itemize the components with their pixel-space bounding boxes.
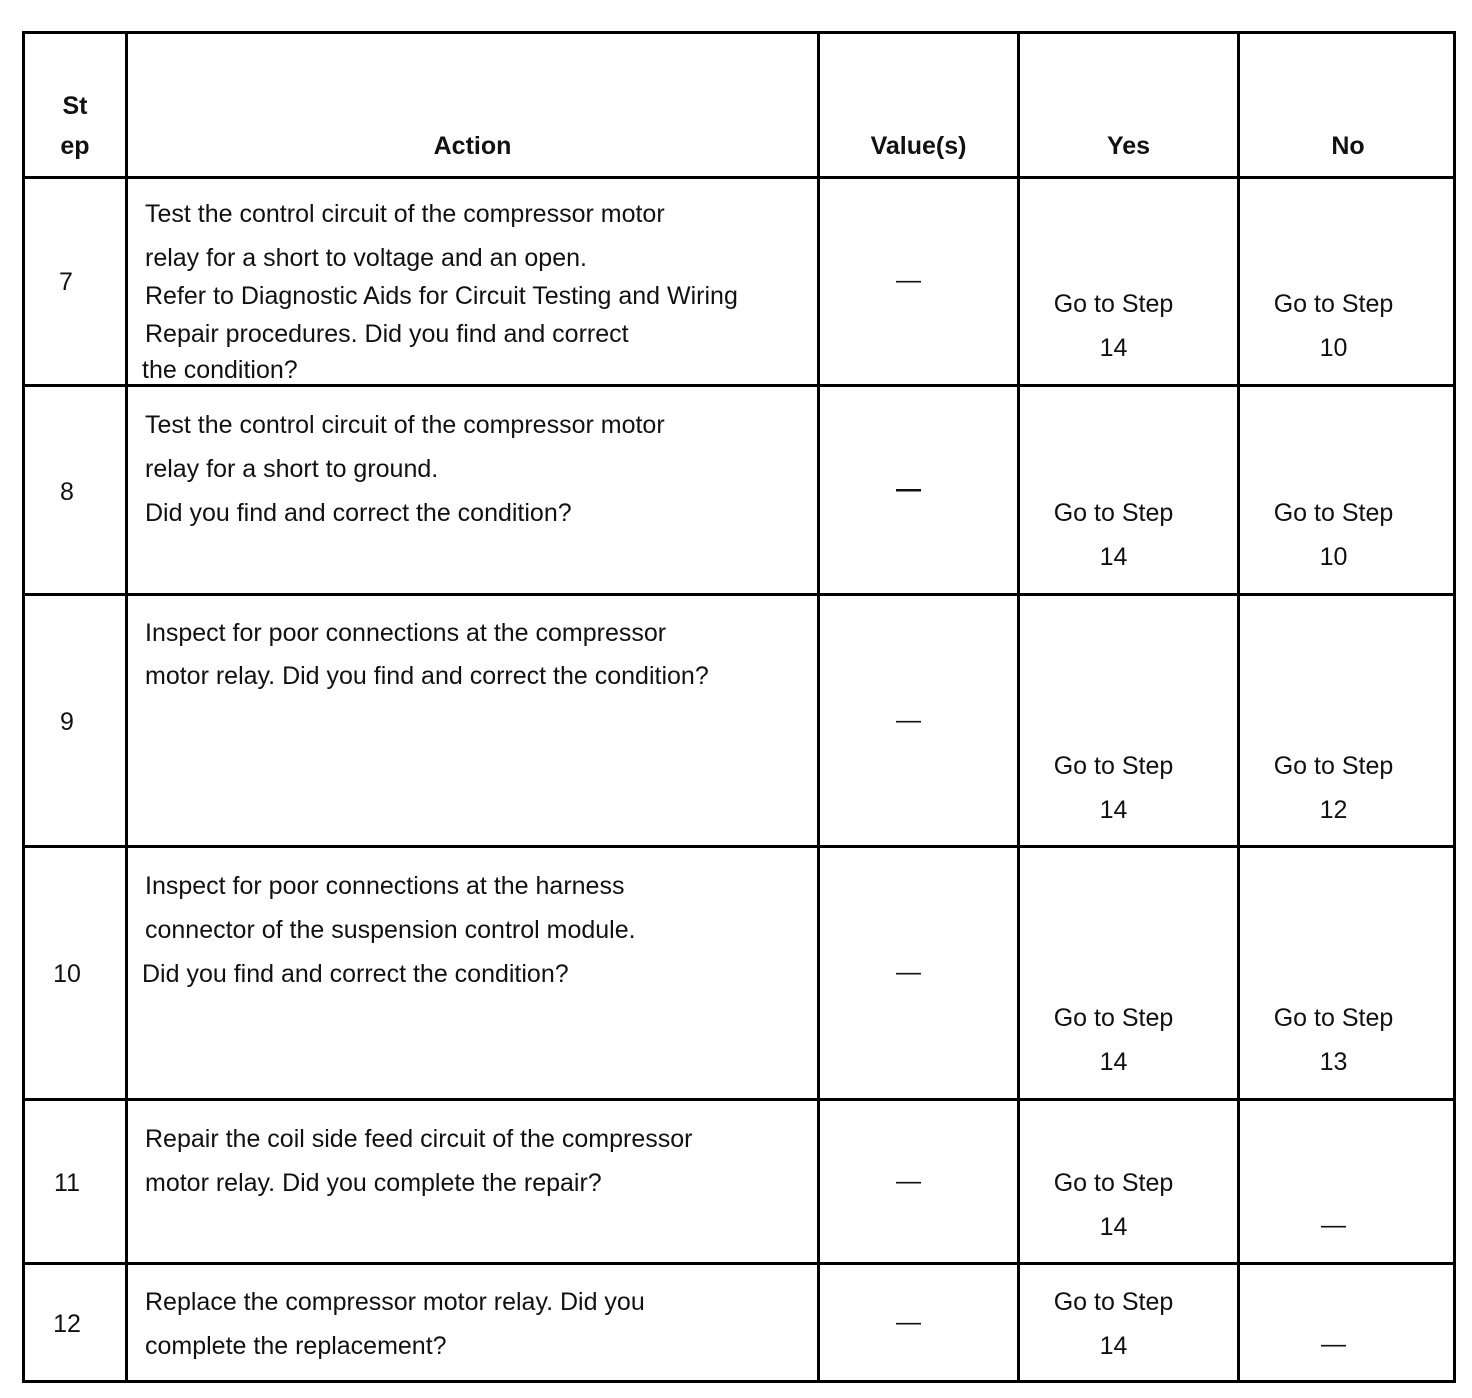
header-step-line1: St xyxy=(62,92,88,120)
step-number: 12 xyxy=(53,1310,81,1338)
row-divider xyxy=(25,845,1453,848)
action-line: Test the control circuit of the compressor motor xyxy=(145,411,665,439)
action-line: Did you find and correct the condition? xyxy=(145,499,572,527)
yes-label: Go to Step xyxy=(1053,752,1174,780)
header-values: Value(s) xyxy=(870,132,967,160)
yes-step: 14 xyxy=(1099,1048,1128,1076)
header-yes: Yes xyxy=(1106,132,1151,160)
no-label: Go to Step xyxy=(1273,1004,1394,1032)
step-number: 8 xyxy=(60,478,74,506)
action-line: relay for a short to ground. xyxy=(145,455,439,483)
no-dash: — xyxy=(1321,1330,1346,1358)
value-dash: — xyxy=(896,706,921,734)
yes-cell xyxy=(1020,1161,1207,1249)
action-text xyxy=(128,864,817,996)
column-divider xyxy=(1237,34,1240,1380)
no-cell xyxy=(1240,282,1427,370)
yes-step: 14 xyxy=(1099,796,1128,824)
row-divider xyxy=(25,1262,1453,1265)
diagnostic-table xyxy=(22,31,1456,1383)
value-dash: — xyxy=(896,958,921,986)
yes-label: Go to Step xyxy=(1053,1004,1174,1032)
no-label: Go to Step xyxy=(1273,290,1394,318)
action-text xyxy=(128,194,817,386)
step-number: 9 xyxy=(60,708,74,736)
no-step: 12 xyxy=(1319,796,1348,824)
row-divider xyxy=(25,176,1453,179)
action-line: Refer to Diagnostic Aids for Circuit Testing and Wiring xyxy=(145,282,738,310)
action-line: Did you find and correct the condition? xyxy=(142,960,569,988)
yes-cell xyxy=(1020,744,1207,832)
action-line: motor relay. Did you complete the repair? xyxy=(145,1169,602,1197)
no-label: Go to Step xyxy=(1273,499,1394,527)
action-text xyxy=(128,1280,817,1368)
row-divider xyxy=(25,593,1453,596)
yes-cell xyxy=(1020,491,1207,579)
yes-cell xyxy=(1020,282,1207,370)
yes-label: Go to Step xyxy=(1053,1169,1174,1197)
yes-label: Go to Step xyxy=(1053,1288,1174,1316)
no-cell xyxy=(1240,491,1427,579)
yes-step: 14 xyxy=(1099,543,1128,571)
no-cell xyxy=(1240,996,1427,1084)
yes-label: Go to Step xyxy=(1053,290,1174,318)
step-number: 7 xyxy=(59,268,73,296)
action-line: Inspect for poor connections at the compressor xyxy=(145,619,667,647)
yes-cell xyxy=(1020,1280,1207,1368)
row-divider xyxy=(25,1098,1453,1101)
action-text xyxy=(128,611,817,697)
yes-step: 14 xyxy=(1099,334,1128,362)
value-dash: — xyxy=(896,1308,921,1336)
step-number: 10 xyxy=(53,960,81,988)
yes-cell xyxy=(1020,996,1207,1084)
action-text xyxy=(128,403,817,535)
action-line: Test the control circuit of the compressor motor xyxy=(145,200,665,228)
action-line: the condition? xyxy=(142,356,298,384)
header-action: Action xyxy=(433,132,512,160)
yes-label: Go to Step xyxy=(1053,499,1174,527)
no-dash: — xyxy=(1321,1211,1346,1239)
action-line: Repair the coil side feed circuit of the compressor xyxy=(145,1125,693,1153)
action-line: complete the replacement? xyxy=(145,1332,447,1360)
no-step: 10 xyxy=(1319,334,1348,362)
no-step: 13 xyxy=(1319,1048,1348,1076)
value-dash: — xyxy=(896,1167,921,1195)
action-text xyxy=(128,1117,817,1205)
action-line: relay for a short to voltage and an open. xyxy=(145,244,587,272)
no-label: Go to Step xyxy=(1273,752,1394,780)
no-step: 10 xyxy=(1319,543,1348,571)
action-line: connector of the suspension control module. xyxy=(145,916,636,944)
header-step-line2: ep xyxy=(60,132,90,160)
no-cell xyxy=(1240,744,1427,832)
header-no: No xyxy=(1331,132,1365,160)
action-line: Inspect for poor connections at the harness xyxy=(145,872,625,900)
action-line: Replace the compressor motor relay. Did you xyxy=(145,1288,645,1316)
value-dash: — xyxy=(896,475,921,503)
action-line: motor relay. Did you find and correct the condition? xyxy=(145,662,709,690)
yes-step: 14 xyxy=(1099,1213,1128,1241)
step-number: 11 xyxy=(54,1169,80,1197)
action-line: Repair procedures. Did you find and correct xyxy=(145,320,629,348)
value-dash: — xyxy=(896,266,921,294)
header-step xyxy=(25,86,125,166)
yes-step: 14 xyxy=(1099,1332,1128,1360)
